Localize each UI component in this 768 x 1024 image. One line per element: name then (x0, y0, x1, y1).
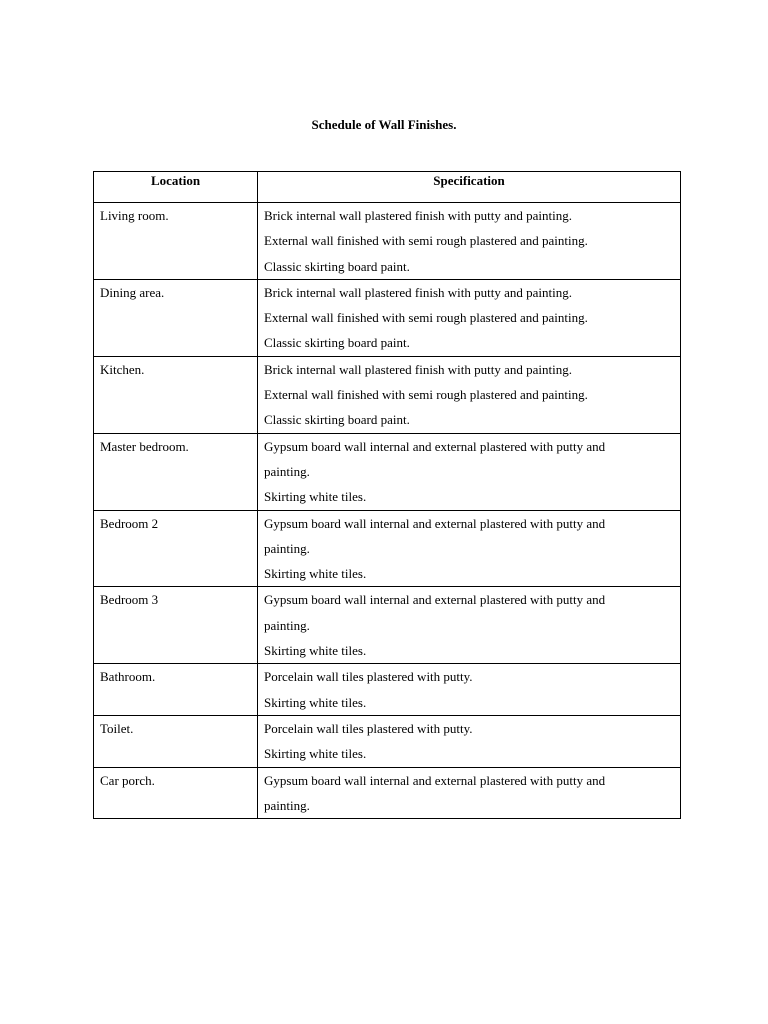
table-header-row (94, 172, 681, 203)
location-cell: Car porch. (94, 767, 258, 819)
location-cell: Kitchen. (94, 356, 258, 433)
location-cell: Dining area. (94, 279, 258, 356)
spec-line: Gypsum board wall internal and external plastered with putty and (264, 438, 606, 454)
table-body (94, 203, 681, 819)
spec-line: Gypsum board wall internal and external plastered with putty and (264, 515, 606, 531)
spec-line: Classic skirting board paint. (264, 412, 410, 428)
specification-cell (258, 664, 681, 716)
table-row (94, 203, 681, 280)
document-title: Schedule of Wall Finishes. (311, 117, 457, 132)
location-cell: Bedroom 3 (94, 587, 258, 664)
table-row (94, 715, 681, 767)
specification-column-header: Specification (258, 172, 681, 203)
specification-cell (258, 433, 681, 510)
spec-line: Brick internal wall plastered finish with putty and painting. (264, 208, 572, 223)
table-row (94, 587, 681, 664)
table-row (94, 279, 681, 356)
specification-cell (258, 767, 681, 819)
spec-line: painting. (264, 463, 310, 479)
spec-line: painting. (264, 797, 310, 813)
spec-line: Brick internal wall plastered finish with putty and painting. (264, 361, 572, 377)
specification-cell (258, 356, 681, 433)
spec-line: Gypsum board wall internal and external plastered with putty and (264, 772, 606, 788)
location-cell: Bedroom 2 (94, 510, 258, 587)
specification-cell (258, 203, 681, 280)
spec-line: painting. (264, 540, 310, 556)
spec-line: Classic skirting board paint. (264, 258, 410, 274)
spec-line: Skirting white tiles. (264, 489, 367, 505)
spec-line: Brick internal wall plastered finish with putty and painting. (264, 284, 572, 300)
spec-line: painting. (264, 617, 310, 633)
location-column-header: Location (94, 172, 258, 203)
spec-line: Skirting white tiles. (264, 643, 367, 659)
specification-cell (258, 587, 681, 664)
location-cell: Toilet. (94, 715, 258, 767)
spec-line: Skirting white tiles. (264, 566, 367, 582)
spec-line: Classic skirting board paint. (264, 335, 410, 351)
spec-line: Skirting white tiles. (264, 746, 367, 762)
location-cell: Living room. (94, 203, 258, 280)
spec-line: Porcelain wall tiles plastered with putty. (264, 669, 473, 685)
table-row (94, 767, 681, 819)
spec-line: External wall finished with semi rough plastered and painting. (264, 310, 588, 326)
specification-cell (258, 715, 681, 767)
specification-cell (258, 510, 681, 587)
specification-cell (258, 279, 681, 356)
table-row (94, 433, 681, 510)
table-row (94, 356, 681, 433)
spec-line: Skirting white tiles. (264, 694, 367, 710)
location-cell: Master bedroom. (94, 433, 258, 510)
table-row (94, 664, 681, 716)
spec-line: Gypsum board wall internal and external plastered with putty and (264, 592, 606, 608)
spec-line: External wall finished with semi rough plastered and painting. (264, 233, 588, 249)
spec-line: External wall finished with semi rough plastered and painting. (264, 387, 588, 403)
spec-line: Porcelain wall tiles plastered with putty. (264, 720, 473, 736)
wall-finishes-table (93, 171, 681, 819)
table-row (94, 510, 681, 587)
location-cell: Bathroom. (94, 664, 258, 716)
